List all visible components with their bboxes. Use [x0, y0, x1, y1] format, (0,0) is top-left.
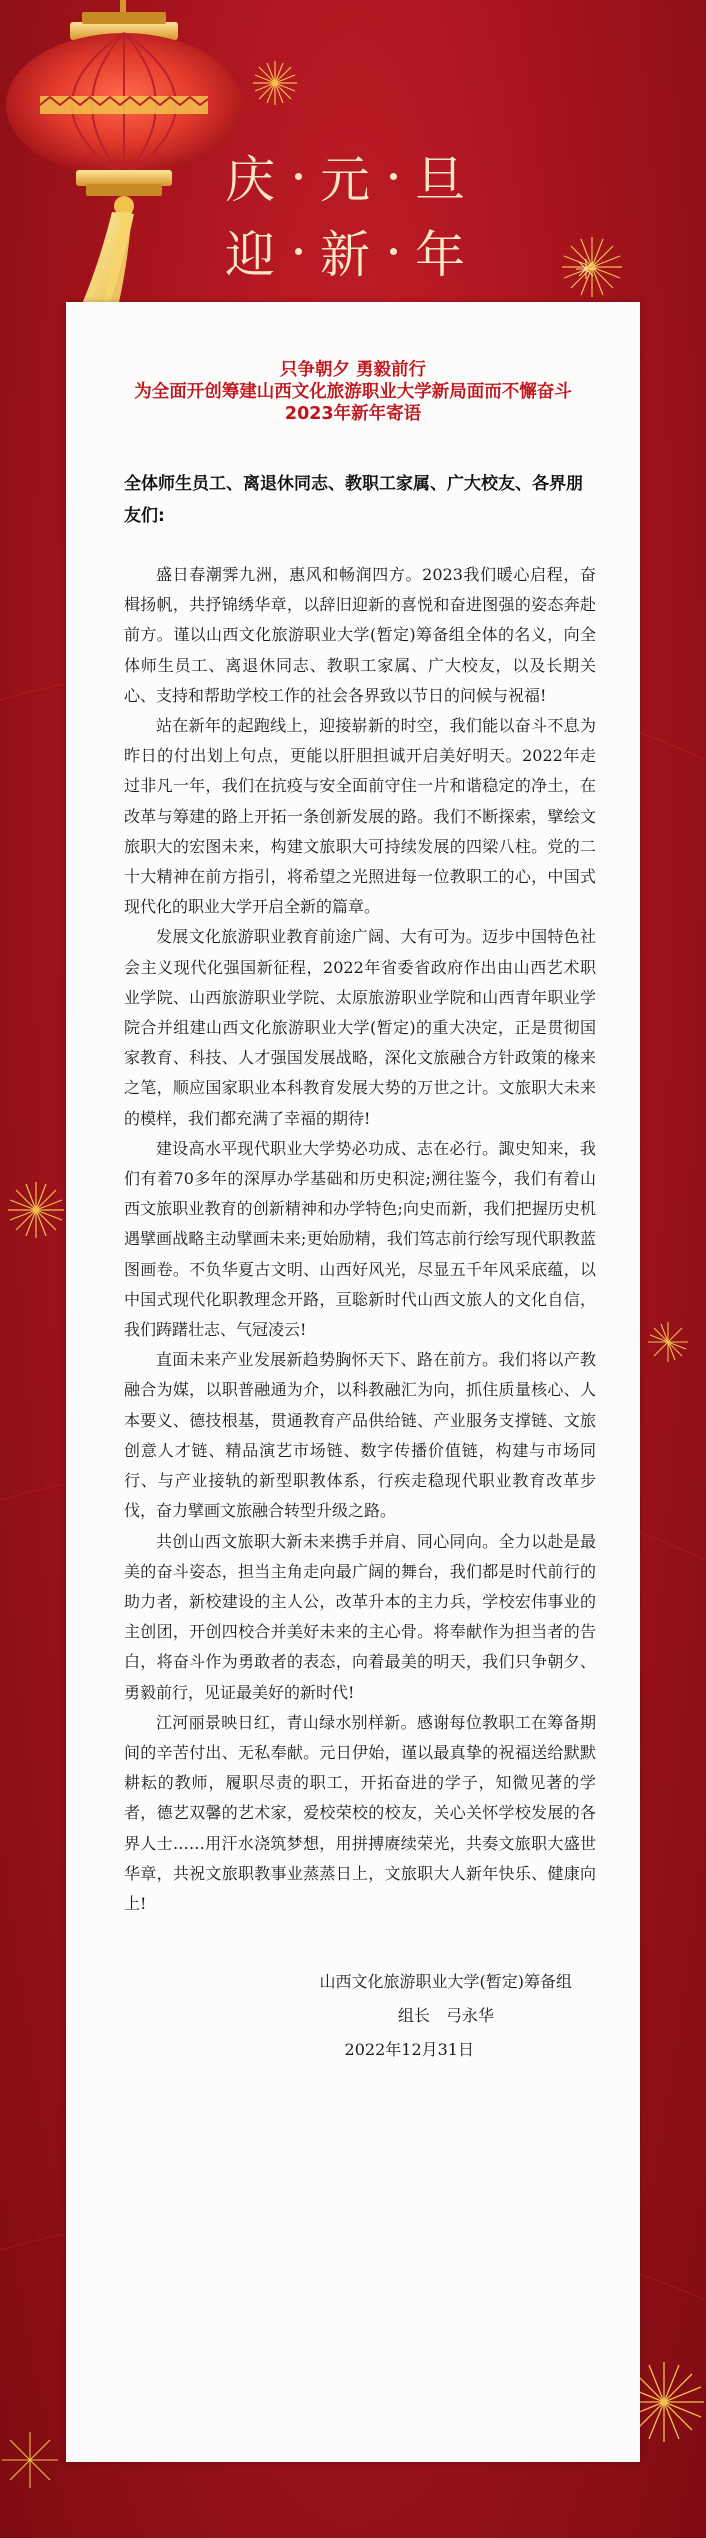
signature-leader: 组长 弓永华 — [397, 2006, 494, 2026]
firework-icon — [250, 58, 300, 108]
firework-icon — [575, 258, 597, 280]
letter-greeting: 全体师生员工、离退休同志、教职工家属、广大校友、各界朋友们: — [124, 474, 583, 526]
paragraph: 发展文化旅游职业教育前途广阔、大有可为。迈步中国特色社会主义现代化强国新征程，2022年省委省政府作出由山西艺术职业学院、山西旅游职业学院、太原旅游职业学院和山西青年职业学院合并组建山西文化旅游职业大学(暂定)的重大决定，正是贯彻国家教育、科技、人才强国发展战略，深化文旅融合方针政策的椽来之笔，顺应国家职业本科教育发展大势的万世之计。文旅职大未来的模样，我们都充满了幸福的期待! — [124, 927, 596, 1128]
header-dot — [295, 248, 302, 255]
header-char: 迎 — [225, 226, 277, 284]
header-char: 旦 — [415, 151, 467, 209]
header-dot — [295, 173, 302, 180]
title-line: 2023年新年寄语 — [284, 404, 422, 424]
paragraph: 共创山西文旅职大新未来携手并肩、同心同向。全力以赴是最美的奋斗姿态，担当主角走向最广阔的舞台，我们都是时代前行的助力者，新校建设的主人公，改革升本的主力兵，学校宏伟事业的主创团，开创四校合并美好未来的主心骨。将奉献作为担当者的告白，将奋斗作为勇敢者的表态，向着最美的明天，我们只争朝夕、勇毅前行，见证最美好的新时代! — [124, 1531, 596, 1702]
paragraph: 站在新年的起跑线上，迎接崭新的时空，我们能以奋斗不息为昨日的付出划上句点，更能以肝胆担诚开启美好明天。2022年走过非凡一年，我们在抗疫与安全面前守住一片和谐稳定的净土，在改革与筹建的路上开拓一条创新发展的路。我们不断探索，擘绘文旅职大的宏图未来，构建文旅职大可持续发展的四梁八柱。党的二十大精神在前方指引，将希望之光照进每一位教职工的心，中国式现代化的职业大学开启全新的篇章。 — [124, 716, 596, 917]
letter-title — [66, 359, 640, 425]
letter-signature — [66, 1965, 640, 2067]
letter-body — [124, 560, 596, 1919]
signature-date: 2022年12月31日 — [344, 2040, 474, 2060]
paragraph: 建设高水平现代职业大学势必功成、志在必行。諏史知来，我们有着70多年的深厚办学基础和历史积淀;溯往鉴今，我们有着山西文旅职业教育的创新精神和办学特色;向史而新，我们把握历史机遇擘画战略主动擘画未来;更始励精，我们笃志前行绘写现代职教蓝图画卷。不负华夏古文明、山西好风光，尽显五千年风采底蕴，以中国式现代化职教理念开路，亘聡新时代山西文旅人的文化自信，我们踌躇壮志、气冠凌云! — [124, 1138, 596, 1340]
header-char: 新 — [320, 226, 372, 284]
letter-paper — [66, 302, 640, 2462]
header-line-2 — [225, 215, 467, 287]
header-dot — [390, 248, 397, 255]
header-char: 年 — [415, 226, 467, 284]
firework-icon — [646, 1320, 690, 1364]
paragraph: 盛日春潮霁九洲，惠风和畅润四方。2023我们暖心启程，奋楫扬帆，共抒锦绣华章，以辞旧迎新的喜悦和奋进图强的姿态奔赴前方。谨以山西文化旅游职业大学(暂定)筹备组全体的名义，向全体师生员工、离退休同志、教职工家属、广大校友，以及长期关心、支持和帮助学校工作的社会各界致以节日的问候与祝福! — [124, 565, 596, 705]
signature-org: 山西文化旅游职业大学(暂定)筹备组 — [319, 1972, 572, 1992]
header-char: 元 — [320, 151, 372, 209]
header-char: 庆 — [225, 151, 277, 209]
title-line: 为全面开创筹建山西文化旅游职业大学新局面而不懈奋斗 — [134, 382, 572, 402]
header-line-1 — [225, 140, 467, 212]
firework-icon — [6, 1180, 66, 1240]
header-dot — [390, 173, 397, 180]
title-line: 只争朝夕 勇毅前行 — [279, 360, 427, 380]
paragraph: 江河丽景映日红，青山绿水别样新。感谢每位教职工在筹备期间的辛苦付出、无私奉献。元日伊始，谨以最真挚的祝福送给默默耕耘的教师，履职尽责的职工，开拓奋进的学子，知微见著的学者，德艺双馨的艺术家，爱校荣校的校友，关心关怀学校发展的各界人士……用汗水浇筑梦想，用拼搏赓续荣光，共奏文旅职大盛世华章，共祝文旅职教事业蒸蒸日上，文旅职大人新年快乐、健康向上! — [124, 1712, 596, 1913]
firework-icon — [0, 2430, 60, 2490]
paragraph: 直面未来产业发展新趋势胸怀天下、路在前方。我们将以产教融合为媒，以职普融通为介，以科教融汇为向，抓住质量核心、人本要义、德技根基，贯通教育产品供给链、产业服务支撑链、文旅创意人才链、精品演艺市场链、数字传播价值链，构建与市场同行、与产业接轨的新型职教体系，行疾走稳现代职业教育改革步伐，奋力擘画文旅融合转型升级之路。 — [124, 1350, 596, 1521]
